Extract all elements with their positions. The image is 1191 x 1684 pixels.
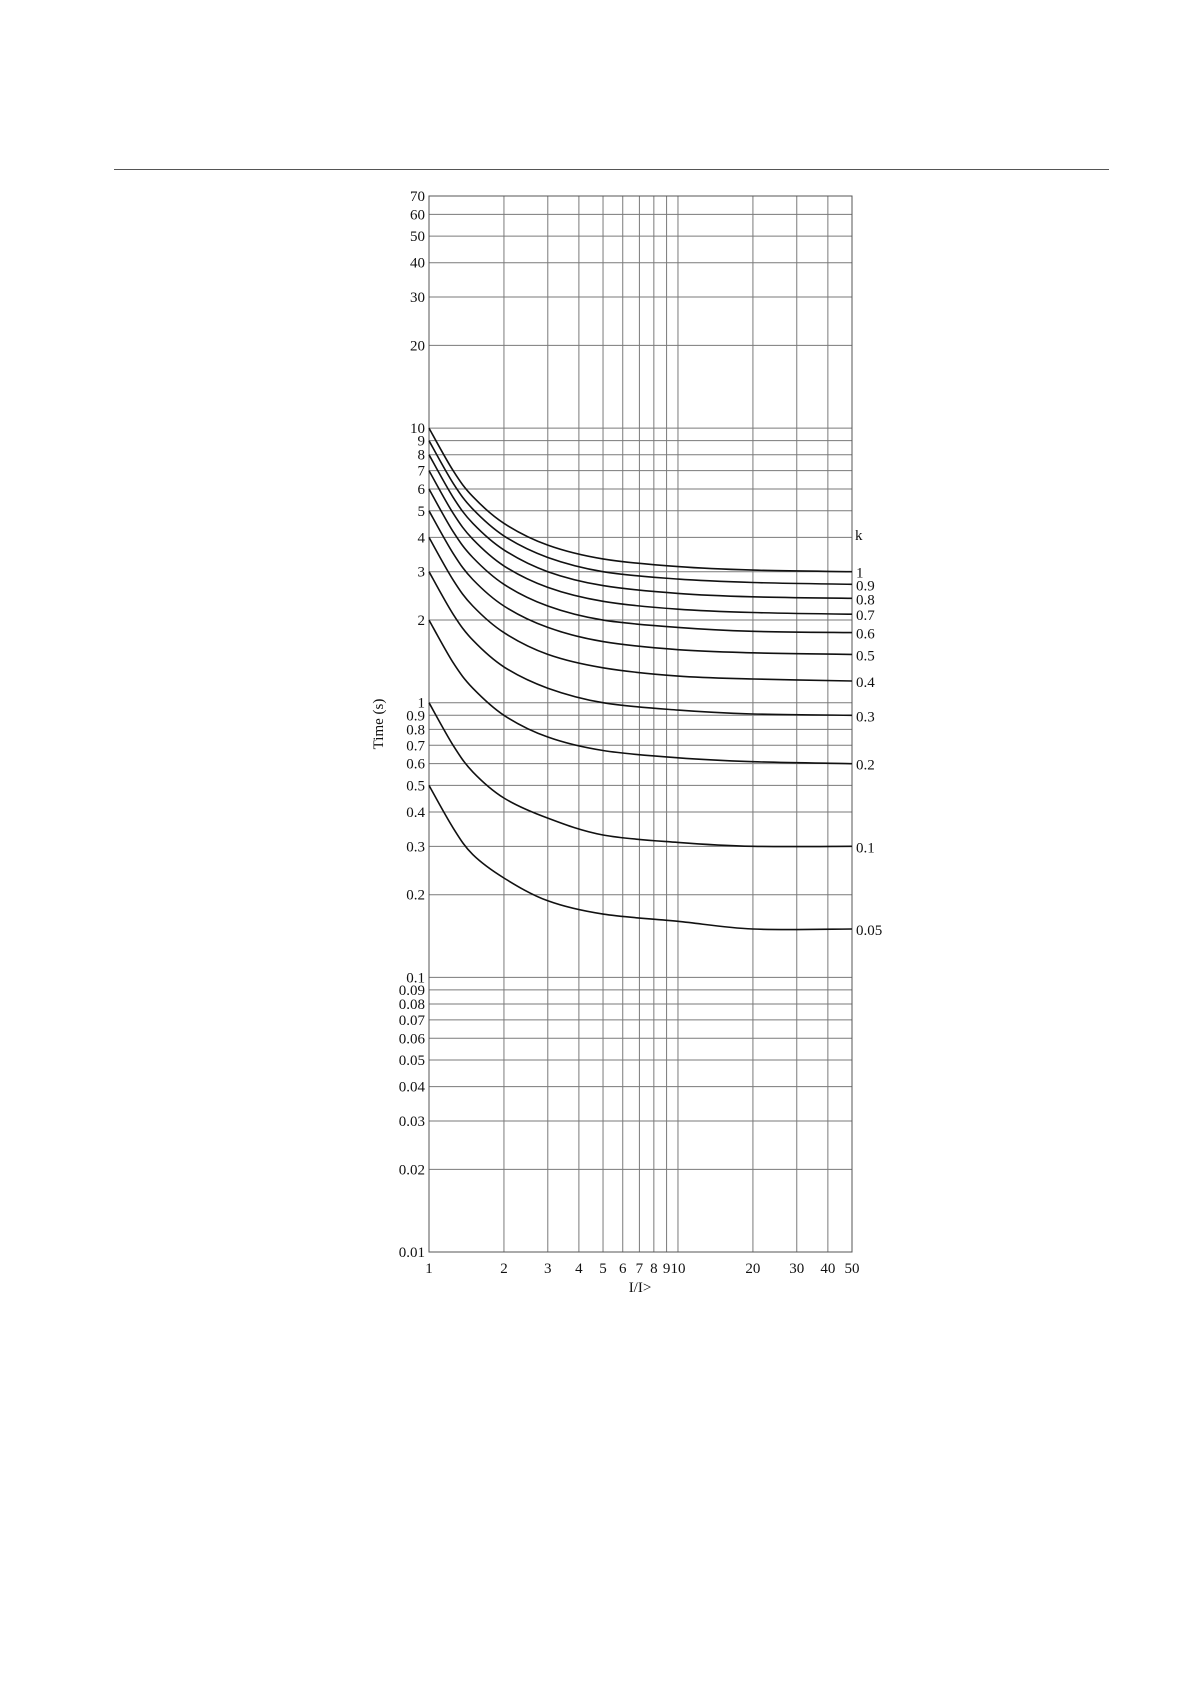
x-tick-label: 5 [599,1261,607,1277]
y-tick-label: 0.02 [398,1162,425,1179]
curve-label: 0.6 [856,626,875,643]
x-tick-label: 10 [670,1261,686,1277]
y-tick-label: 10 [410,421,425,438]
x-tick-label: 7 [635,1261,644,1277]
y-tick-label: 0.4 [406,805,425,822]
y-tick-label: 0.05 [398,1053,425,1070]
y-tick-label: 0.5 [406,778,425,795]
x-tick-label: 30 [789,1261,805,1277]
grid [429,196,852,1252]
x-tick-label: 2 [500,1261,508,1277]
curve-labels [855,528,882,939]
y-tick-labels [399,189,426,1261]
y-tick-label: 0.6 [406,756,425,773]
curve-k-0.2 [429,620,852,764]
curves [429,428,852,929]
y-tick-label: 50 [410,229,425,246]
y-tick-label: 0.01 [398,1245,425,1261]
y-tick-label: 0.3 [406,839,425,856]
curve-label: 0.4 [856,674,875,691]
y-tick-label: 0.2 [406,887,425,904]
y-tick-label: 7 [417,463,425,480]
x-tick-label: 9 [662,1261,671,1277]
curve-label: 1 [856,565,864,582]
y-tick-label: 30 [410,290,425,307]
x-tick-label: 3 [544,1261,552,1277]
y-tick-label: 3 [417,564,425,581]
y-tick-label: 4 [417,530,425,547]
curve-label: 0.2 [856,757,875,774]
curve-label: 0.3 [856,709,875,726]
curve-label: 0.1 [856,840,875,857]
y-tick-label: 0.8 [406,722,425,739]
y-tick-label: 9 [417,433,425,450]
y-tick-label: 0.04 [398,1079,425,1096]
y-axis-label: Time (s) [371,698,387,750]
y-tick-label: 2 [417,613,425,630]
y-tick-label: 0.08 [398,996,425,1013]
y-tick-label: 5 [417,503,425,520]
curve-k-1 [429,428,852,572]
curve-label: 0.9 [856,578,875,595]
curve-label: 0.8 [856,592,875,609]
x-tick-label: 8 [650,1261,658,1277]
curve-k-0.05 [429,785,852,929]
y-tick-label: 0.1 [406,970,425,987]
y-tick-label: 70 [410,189,425,205]
y-tick-label: 60 [410,207,425,224]
y-tick-label: 0.07 [398,1012,425,1029]
y-tick-label: 0.03 [398,1113,425,1130]
plot-frame [429,196,852,1252]
y-tick-label: 20 [410,338,425,355]
x-tick-label: 4 [575,1261,583,1277]
y-tick-label: 40 [410,255,425,272]
curve-label: 0.5 [856,648,875,665]
y-tick-label: 0.06 [398,1031,425,1048]
y-tick-label: 6 [417,482,425,499]
y-tick-label: 0.9 [406,708,425,725]
x-tick-labels [425,1261,859,1277]
x-tick-label: 20 [745,1261,761,1277]
x-tick-label: 1 [425,1261,433,1277]
y-tick-label: 1 [417,695,425,712]
curve-label: 0.7 [856,608,875,625]
x-tick-label: 6 [618,1261,627,1277]
curve-k-0.1 [429,703,852,847]
y-tick-label: 8 [417,447,425,464]
y-tick-label: 0.09 [398,982,425,999]
curve-label: 0.05 [856,923,883,940]
x-axis-label: I/I> [628,1280,652,1296]
y-tick-label: 0.7 [406,738,425,755]
legend-title: k [855,528,863,544]
x-tick-label: 40 [820,1261,836,1277]
x-tick-label: 50 [844,1261,860,1277]
curve-k-0.3 [429,572,852,716]
